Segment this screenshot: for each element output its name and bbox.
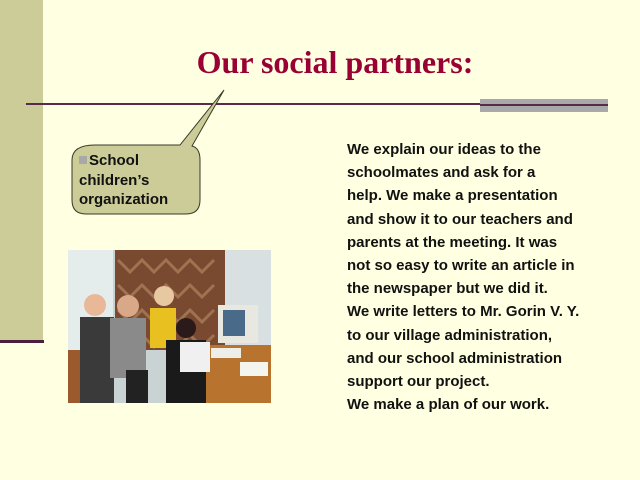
body-line: to our village administration, <box>347 326 553 344</box>
classroom-photo <box>68 250 271 403</box>
body-line: parents at the meeting. It was <box>347 233 558 251</box>
callout-line-2: children’s <box>79 171 150 189</box>
body-line: and show it to our teachers and <box>347 210 573 228</box>
body-line: We explain our ideas to the <box>347 141 541 158</box>
body-line: help. We make a presentation <box>347 187 558 205</box>
body-line: schoolmates and ask for a <box>347 164 536 182</box>
body-line: not so easy to write an article in <box>347 257 575 275</box>
body-line: We make a plan of our work. <box>347 396 550 414</box>
body-line: and our school administration <box>347 349 563 367</box>
body-line: the newspaper but we did it. <box>347 280 548 298</box>
square-bullet-icon <box>79 156 87 164</box>
body-paragraph <box>347 138 632 416</box>
body-line: support our project. <box>347 373 490 391</box>
callout-line-1: School <box>79 151 194 171</box>
slide-title: Our social partners: <box>196 44 474 80</box>
callout-line-3: organization <box>79 191 169 208</box>
photo-illustration <box>68 250 271 403</box>
callout-text <box>79 151 194 210</box>
body-line: We write letters to Mr. Gorin V. Y. <box>347 303 580 321</box>
